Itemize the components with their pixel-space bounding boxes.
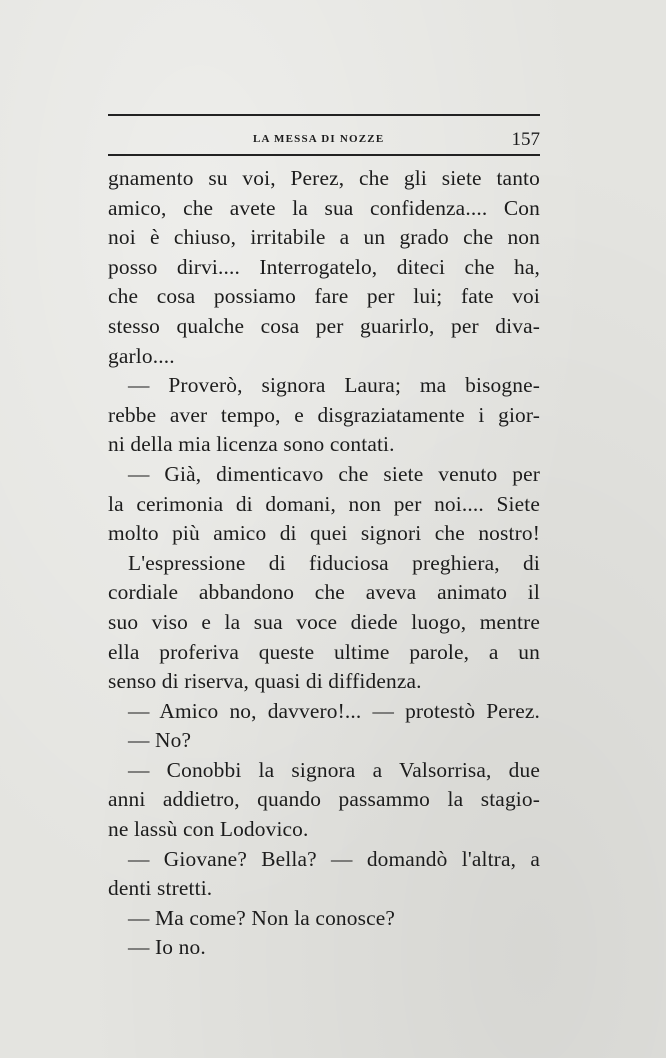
page-number: 157 [511,129,540,150]
text-line: molto più amico di quei signori che nostro! [108,521,540,546]
text-line: ne lassù con Lodovico. [108,817,309,842]
text-line: — Conobbi la signora a Valsorrisa, due [128,757,540,782]
text-line: denti stretti. [108,876,213,901]
text-line: che cosa possiamo fare per lui; fate voi [108,284,540,309]
text-line: ella proferiva queste ultime parole, a un [108,639,540,664]
text-line: stesso qualche cosa per guarirlo, per diva- [108,313,540,338]
text-line: — Già, dimenticavo che siete venuto per [128,461,540,486]
text-line: — Amico no, davvero!... — protestò Perez. [128,698,540,723]
text-line: — Giovane? Bella? — domandò l'altra, a [128,846,540,871]
header-rule-top [108,114,540,116]
text-line: cordiale abbandono che aveva animato il [108,580,540,605]
text-line: ni della mia licenza sono contati. [108,432,395,457]
running-head [108,129,540,151]
text-line: senso di riserva, quasi di diffidenza. [108,669,422,694]
text-line: — No? [128,728,192,753]
text-line: — Ma come? Non la conosce? [128,905,396,930]
text-line: L'espressione di fiduciosa preghiera, di [128,550,540,575]
text-line: rebbe aver tempo, e disgraziatamente i gior- [108,402,540,427]
text-line: garlo.... [108,343,175,368]
text-line: la cerimonia di domani, non per noi.... Siete [108,491,540,516]
header-rule-bottom [108,154,540,156]
running-title: LA MESSA DI NOZZE [253,133,385,145]
text-line: — Proverò, signora Laura; ma bisogne- [128,373,540,398]
body-text [108,164,540,963]
text-line: — Io no. [128,935,206,960]
text-line: noi è chiuso, irritabile a un grado che non [108,225,540,250]
text-line: amico, che avete la sua confidenza.... Con [108,195,540,220]
text-line: anni addietro, quando passammo la stagio- [108,787,540,812]
text-line: posso dirvi.... Interrogatelo, diteci che ha, [108,254,540,279]
text-line: suo viso e la sua voce diede luogo, mentre [108,609,540,634]
text-line: gnamento su voi, Perez, che gli siete tanto [108,166,540,190]
